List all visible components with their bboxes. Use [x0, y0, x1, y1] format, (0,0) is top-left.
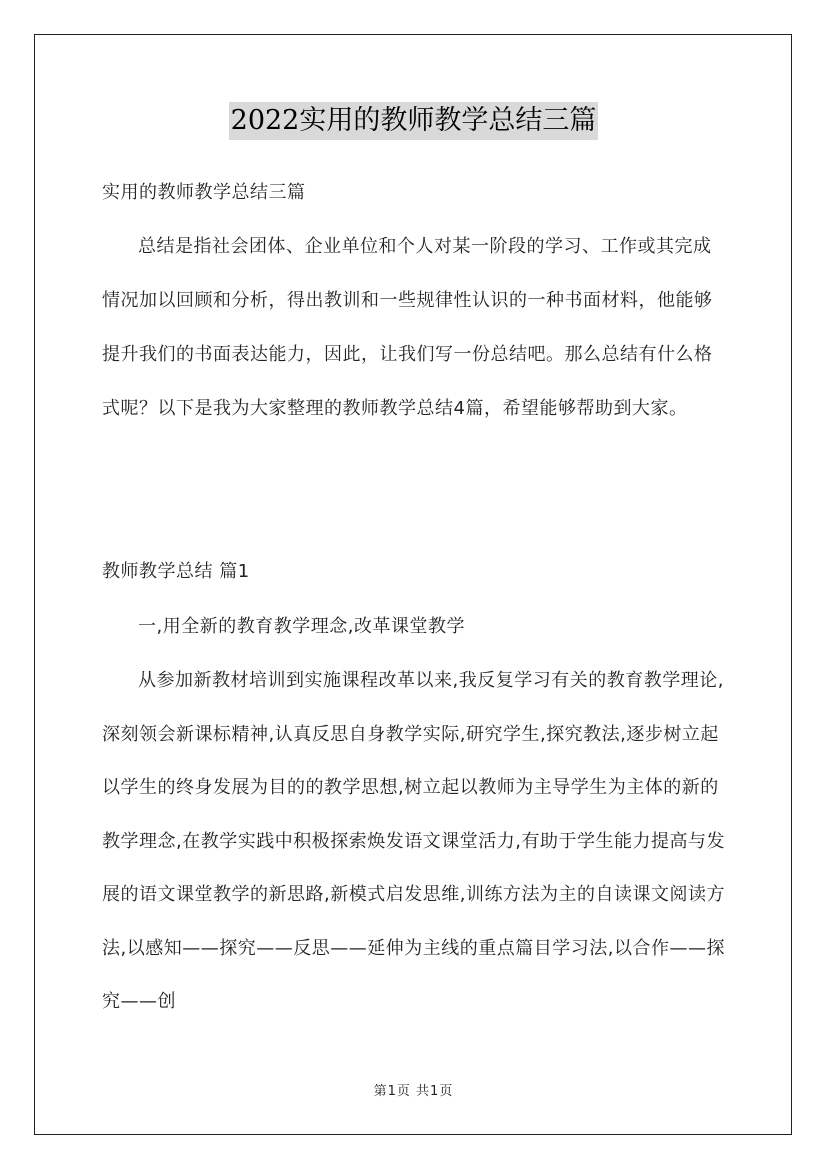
subtitle-text: 实用的教师教学总结三篇 — [102, 182, 306, 203]
document-title: 2022实用的教师教学总结三篇 — [229, 102, 599, 140]
page-footer: 第1页 共1页 — [373, 1084, 454, 1099]
document-subtitle — [102, 166, 727, 220]
section-heading-block — [102, 545, 727, 599]
intro-paragraph: 总结是指社会团体、企业单位和个人对某一阶段的学习、工作或其完成情况加以回顾和分析，得出教训和一些规律性认识的一种书面材料，他能够提升我们的书面表达能力，因此，让我们写一份总结吧。那么总结有什么格式呢？以下是我为大家整理的教师教学总结4篇，希望能够帮助到大家。 — [102, 236, 713, 419]
section-heading: 教师教学总结 篇1 — [102, 561, 250, 582]
intro-section — [102, 220, 727, 436]
title-wrap — [0, 102, 827, 140]
section-body — [102, 600, 727, 1029]
paragraph-one: 从参加新教材培训到实施课程改革以来,我反复学习有关的教育教学理论,深刻领会新课标精神,认真反思自身教学实际,研究学生,探究教法,逐步树立起以学生的终身发展为目的的教学思想,树立起以教师为主导学生为主体的新的教学理念,在教学实践中积极探索焕发语文课堂活力,有助于学生能力提高与发展的语文课堂教学的新思路,新模式启发思维,训练方法为主的自读课文阅读方法,以感知——探究——反思——延伸为主线的重点篇目学习法,以合作——探究——创 — [102, 670, 725, 1012]
point-one-heading: 一,用全新的教育教学理念,改革课堂教学 — [138, 616, 465, 637]
